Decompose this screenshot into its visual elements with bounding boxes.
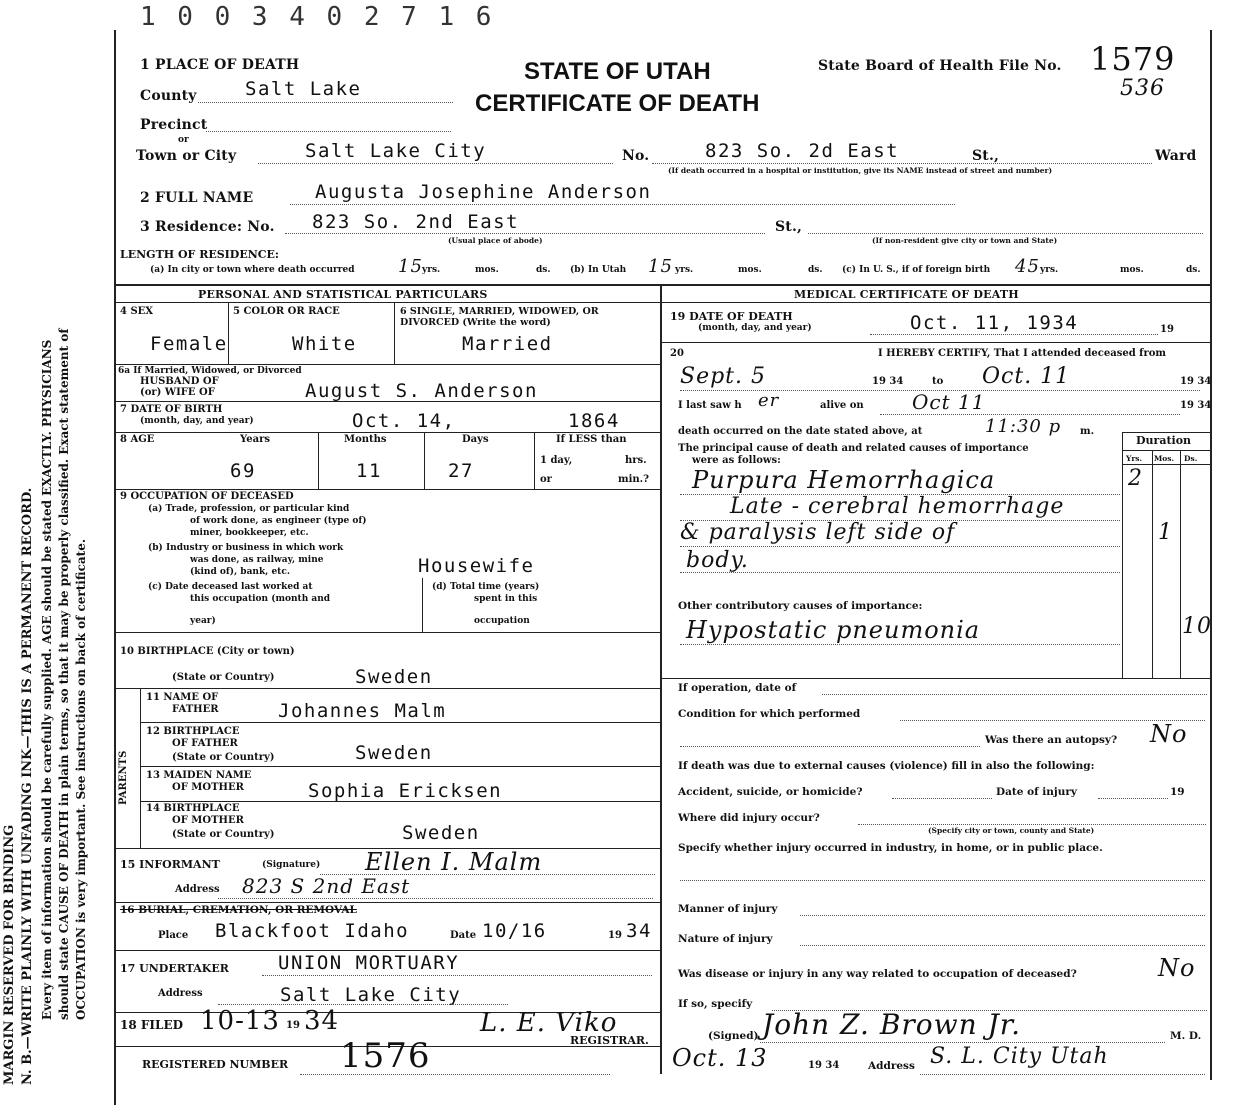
md-label: M. D. — [1170, 1030, 1202, 1042]
date-of-death-sub: (month, day, and year) — [698, 323, 812, 333]
signed-label: (Signed) — [708, 1030, 759, 1042]
residence-label: 3 Residence: No. — [140, 219, 275, 235]
dob-sub: (month, day, and year) — [140, 416, 254, 426]
filed-date: 10-13 — [200, 1006, 280, 1036]
informant-address: 823 S 2nd East — [242, 874, 411, 898]
mother-name: Sophia Ericksen — [308, 780, 503, 802]
occupation-b2: was done, as railway, mine — [190, 555, 324, 565]
personal-heading: PERSONAL AND STATISTICAL PARTICULARS — [198, 288, 488, 301]
accident-label: Accident, suicide, or homicide? — [678, 786, 863, 798]
burial-year: 34 — [626, 920, 652, 942]
mother-birth-label-3: (State or Country) — [172, 829, 275, 840]
duration-yrs: Yrs. — [1126, 454, 1143, 463]
full-name-label: 2 FULL NAME — [140, 190, 254, 206]
father-birth-label-3: (State or Country) — [172, 752, 275, 763]
cause-1-duration: 2 — [1128, 466, 1143, 491]
length-us-mos: mos. — [1120, 265, 1144, 275]
file-number: 1579 — [1090, 40, 1176, 78]
margin-instruction-3: OCCUPATION is very important. See instructions on back of certificate. — [74, 538, 88, 1020]
registered-number-label: REGISTERED NUMBER — [142, 1058, 289, 1071]
physician-address: S. L. City Utah — [930, 1044, 1109, 1069]
birthplace-label: 10 BIRTHPLACE (City or town) — [120, 646, 295, 657]
file-number-label: State Board of Health File No. — [818, 58, 1062, 74]
age-years: 69 — [230, 460, 256, 482]
length-us-label: (c) In U. S., if of foreign birth — [842, 265, 991, 275]
mother-label-1: 13 MAIDEN NAME — [146, 770, 252, 781]
mother-birth-label-1: 14 BIRTHPLACE — [146, 803, 240, 814]
occurred-label: death occurred on the date stated above, at — [678, 426, 923, 437]
occupation-a3: miner, bookkeeper, etc. — [190, 528, 309, 538]
occupation-c3: year) — [190, 616, 216, 626]
serial-number: 1 0 0 3 4 0 2 7 1 6 — [140, 2, 495, 32]
physician-signature: John Z. Brown Jr. — [762, 1008, 1021, 1041]
birthplace-value: Sweden — [355, 666, 433, 688]
injury-date-19: 19 — [1170, 786, 1185, 798]
length-utah-yrs: yrs. — [675, 265, 694, 275]
alive-date: Oct 11 — [912, 390, 986, 414]
age-label: 8 AGE — [120, 434, 155, 445]
occupation-d2: spent in this — [474, 594, 538, 604]
spouse-value: August S. Anderson — [305, 380, 538, 402]
duration-ds: Ds. — [1184, 454, 1198, 463]
undertaker-name: UNION MORTUARY — [278, 952, 460, 974]
last-saw-her: er — [758, 390, 780, 411]
years-label: Years — [240, 434, 271, 445]
less-than-label: If LESS than — [556, 434, 627, 445]
condition-label: Condition for which performed — [678, 708, 861, 720]
color-label: 5 COLOR OR RACE — [233, 306, 340, 317]
date-of-death-value: Oct. 11, 1934 — [910, 312, 1079, 334]
registrar-signature: L. E. Viko — [480, 1008, 618, 1038]
length-utah-value: 15 — [648, 256, 673, 277]
cause-3-duration: 1 — [1158, 520, 1173, 545]
certify-number: 20 — [670, 348, 684, 359]
mother-label-2: OF MOTHER — [172, 782, 244, 793]
duration-label: Duration — [1136, 434, 1192, 447]
occupation-a1: (a) Trade, profession, or particular kind — [148, 504, 350, 514]
father-name: Johannes Malm — [278, 700, 447, 722]
residence-value: 823 So. 2nd East — [312, 211, 520, 233]
months-label: Months — [344, 434, 387, 445]
date-of-death-19: 19 — [1160, 324, 1174, 335]
length-city-ds: ds. — [536, 265, 551, 275]
nonresident-note: (If non-resident give city or town and State) — [872, 236, 1058, 245]
full-name-value: Augusta Josephine Anderson — [315, 181, 652, 203]
undertaker-address: Salt Lake City — [280, 984, 462, 1006]
time-m: m. — [1080, 426, 1095, 437]
color-value: White — [292, 333, 357, 355]
informant-signature-label: (Signature) — [262, 860, 321, 870]
father-birth-label-2: OF FATHER — [172, 738, 238, 749]
min-label: min.? — [618, 474, 649, 485]
marital-value: Married — [462, 333, 553, 355]
filed-year-prefix: 19 — [286, 1020, 300, 1031]
specify-label: Specify whether injury occurred in industry, in home, or in public place. — [678, 842, 1103, 854]
to-label: to — [932, 376, 944, 387]
to-year: 19 34 — [1180, 376, 1212, 387]
margin-instruction-2: should state CAUSE OF DEATH in plain terms, so that it may be properly classified. Exact statement of — [57, 328, 71, 1020]
county-value: Salt Lake — [245, 78, 362, 100]
physician-address-label: Address — [868, 1060, 915, 1072]
medical-heading: MEDICAL CERTIFICATE OF DEATH — [794, 288, 1019, 301]
occupation-c1: (c) Date deceased last worked at — [148, 582, 313, 592]
burial-place: Blackfoot Idaho — [215, 920, 410, 942]
occupation-c2: this occupation (month and — [190, 594, 331, 604]
cause-1: Purpura Hemorrhagica — [692, 466, 996, 494]
dob-value: Oct. 14, — [352, 410, 456, 432]
burial-date: 10/16 — [482, 920, 547, 942]
father-birthplace: Sweden — [355, 742, 433, 764]
certificate-title: CERTIFICATE OF DEATH — [475, 90, 760, 117]
cause-intro-2: were as follows: — [692, 455, 781, 466]
related-label: Was disease or injury in any way related to occupation of deceased? — [678, 968, 1077, 980]
length-city-value: 15 — [398, 256, 423, 277]
length-utah-label: (b) In Utah — [570, 265, 627, 275]
hospital-note: (If death occurred in a hospital or institution, give its NAME instead of street and number) — [668, 166, 1053, 175]
death-address: 823 So. 2d East — [705, 140, 900, 162]
registrar-label: REGISTRAR. — [570, 1034, 649, 1047]
age-days: 27 — [448, 460, 474, 482]
margin-instruction-1: Every item of information should be carefully supplied. AGE should be stated EXACTLY. PHYSICIANS — [40, 339, 54, 1020]
informant-signature: Ellen I. Malm — [365, 848, 543, 876]
related-answer: No — [1158, 954, 1196, 982]
nature-label: Nature of injury — [678, 933, 773, 945]
street-label: St., — [972, 148, 1000, 164]
usual-abode-note: (Usual place of abode) — [448, 236, 543, 245]
residence-street-label: St., — [775, 219, 803, 235]
undertaker-label: 17 UNDERTAKER — [120, 962, 229, 975]
margin-write-plainly: N. B.—WRITE PLAINLY WITH UNFADING INK—THIS IS A PERMANENT RECORD. — [20, 487, 35, 1085]
county-label: County — [140, 88, 197, 104]
parents-side-label: PARENTS — [118, 750, 129, 805]
autopsy-answer: No — [1150, 720, 1188, 748]
one-day-label: 1 day, — [540, 455, 573, 466]
occupation-a2: of work done, as engineer (type of) — [190, 516, 367, 526]
length-city-mos: mos. — [475, 265, 499, 275]
attended-to: Oct. 11 — [982, 364, 1071, 389]
signature-year: 19 34 — [808, 1060, 840, 1071]
registered-number: 1576 — [340, 1036, 431, 1076]
informant-address-label: Address — [175, 884, 220, 895]
if-so-label: If so, specify — [678, 998, 753, 1010]
occupation-b1: (b) Industry or business in which work — [148, 543, 344, 553]
length-utah-mos: mos. — [738, 265, 762, 275]
mother-birth-label-2: OF MOTHER — [172, 815, 244, 826]
or-min-label: or — [540, 474, 552, 485]
alive-year: 19 34 — [1180, 400, 1212, 411]
length-us-ds: ds. — [1186, 265, 1201, 275]
manner-label: Manner of injury — [678, 903, 778, 915]
town-label: Town or City — [136, 148, 237, 164]
where-label: Where did injury occur? — [678, 812, 820, 824]
hrs-label: hrs. — [625, 455, 647, 466]
external-causes-label: If death was due to external causes (violence) fill in also the following: — [678, 760, 1095, 772]
cause-intro-1: The principal cause of death and related causes of importance — [678, 443, 1029, 454]
dob-label: 7 DATE OF BIRTH — [120, 404, 223, 415]
other-causes-label: Other contributory causes of importance: — [678, 600, 923, 612]
attended-from: Sept. 5 — [680, 364, 766, 389]
length-us-value: 45 — [1015, 256, 1040, 277]
time-of-death: 11:30 p — [985, 416, 1062, 437]
last-saw-label: I last saw h — [678, 400, 742, 411]
length-of-residence-label: LENGTH OF RESIDENCE: — [120, 248, 279, 261]
state-title: STATE OF UTAH — [524, 58, 711, 85]
margin-binding-note: MARGIN RESERVED FOR BINDING — [2, 824, 17, 1085]
father-birth-label-1: 12 BIRTHPLACE — [146, 726, 240, 737]
length-city-label: (a) In city or town where death occurred — [150, 265, 355, 275]
alive-on-label: alive on — [820, 400, 864, 411]
burial-year-prefix: 19 — [608, 930, 622, 941]
occupation-b3: (kind of), bank, etc. — [190, 567, 290, 577]
burial-label: 16 BURIAL, CREMATION, OR REMOVAL — [120, 904, 357, 916]
file-sub-number: 536 — [1120, 76, 1165, 101]
sex-label: 4 SEX — [120, 306, 154, 317]
birthplace-sub: (State or Country) — [172, 672, 275, 683]
precinct-label: Precinct — [140, 117, 208, 133]
sex-value: Female — [150, 333, 228, 355]
undertaker-address-label: Address — [158, 988, 203, 999]
cause-4: body. — [686, 548, 749, 573]
marital-label: 6 SINGLE, MARRIED, WIDOWED, OR DIVORCED (Write the word) — [400, 306, 599, 328]
filed-year: 34 — [304, 1006, 340, 1036]
occupation-d1: (d) Total time (years) — [432, 582, 540, 592]
occupation-d3: occupation — [474, 616, 530, 626]
father-label-1: 11 NAME OF — [146, 692, 219, 703]
signature-date: Oct. 13 — [672, 1044, 768, 1072]
number-label: No. — [622, 148, 650, 164]
cause-2: Late - cerebral hemorrhage — [730, 494, 1065, 519]
father-label-2: FATHER — [172, 704, 219, 715]
burial-place-label: Place — [158, 930, 189, 941]
where-sub: (Specify city or town, county and State) — [928, 826, 1095, 835]
operation-label: If operation, date of — [678, 682, 797, 694]
length-city-yrs: yrs. — [422, 265, 441, 275]
other-cause: Hypostatic pneumonia — [686, 616, 981, 644]
injury-date-label: Date of injury — [996, 786, 1077, 798]
length-utah-ds: ds. — [808, 265, 823, 275]
other-cause-duration: 10 — [1182, 614, 1212, 639]
spouse-label-1: 6a If Married, Widowed, or Divorced — [118, 366, 302, 376]
mother-birthplace: Sweden — [402, 822, 480, 844]
from-year: 19 34 — [872, 376, 904, 387]
occupation-value: Housewife — [418, 555, 535, 577]
date-of-death-label: 19 DATE OF DEATH — [670, 310, 793, 323]
burial-date-label: Date — [450, 930, 477, 941]
autopsy-label: Was there an autopsy? — [985, 734, 1118, 746]
occupation-label: 9 OCCUPATION OF DECEASED — [120, 491, 294, 502]
or-label: or — [178, 135, 189, 145]
ward-label: Ward — [1155, 148, 1197, 164]
town-value: Salt Lake City — [305, 140, 487, 162]
age-months: 11 — [356, 460, 382, 482]
duration-mos: Mos. — [1154, 454, 1175, 463]
filed-label: 18 FILED — [120, 1018, 183, 1032]
spouse-label-3: (or) WIFE OF — [140, 387, 215, 398]
dob-year: 1864 — [568, 410, 620, 432]
cause-3: & paralysis left side of — [680, 520, 956, 545]
length-us-yrs: yrs. — [1040, 265, 1059, 275]
informant-label: 15 INFORMANT — [120, 858, 220, 871]
spouse-label-2: HUSBAND OF — [140, 376, 219, 387]
place-of-death-label: 1 PLACE OF DEATH — [140, 57, 300, 73]
days-label: Days — [462, 434, 489, 445]
certify-text: I HEREBY CERTIFY, That I attended deceased from — [878, 348, 1167, 359]
